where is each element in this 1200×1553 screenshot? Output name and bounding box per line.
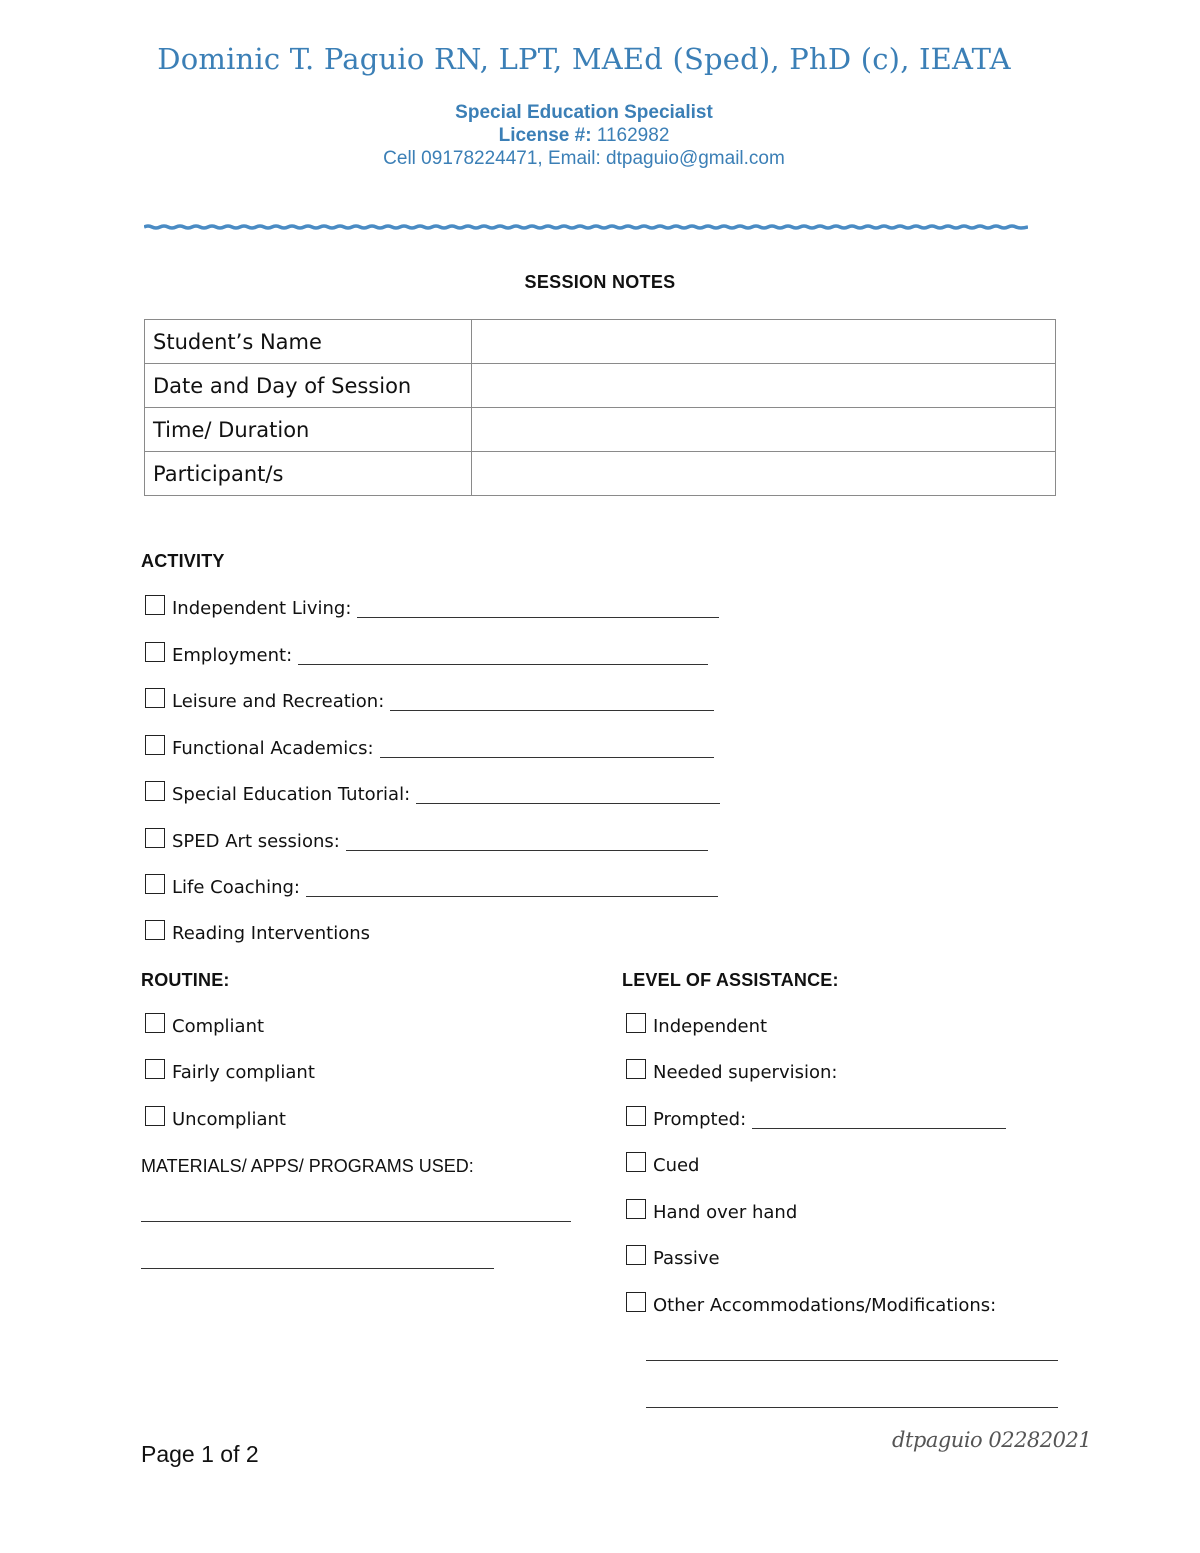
- activity-blank-line[interactable]: [416, 785, 720, 804]
- activity-blank-line[interactable]: [390, 692, 714, 711]
- session-info-table: [144, 319, 1056, 496]
- letterhead-contact: Cell 09178224471, Email: dtpaguio@gmail.com: [383, 148, 785, 169]
- activity-checkbox[interactable]: [145, 920, 165, 940]
- activity-option: [145, 641, 708, 669]
- assistance-checkbox[interactable]: [626, 1013, 646, 1033]
- activity-checkbox[interactable]: [145, 735, 165, 755]
- info-row: [145, 320, 1056, 364]
- assistance-option-label: Other Accommodations/Modifications:: [653, 1294, 997, 1316]
- activity-option: [145, 780, 720, 808]
- other-accommodations-blank-1[interactable]: [646, 1360, 1058, 1361]
- assistance-checkbox[interactable]: [626, 1106, 646, 1126]
- assistance-heading: LEVEL OF ASSISTANCE:: [622, 970, 839, 990]
- assistance-option-label: Needed supervision:: [653, 1061, 838, 1083]
- activity-option: [145, 687, 714, 715]
- routine-checkbox[interactable]: [145, 1106, 165, 1126]
- signature: dtpaguio 02282021: [892, 1428, 1092, 1452]
- assistance-blank-line[interactable]: [752, 1110, 1006, 1129]
- assistance-option: [626, 1105, 1006, 1133]
- assistance-option-label: Prompted:: [653, 1108, 747, 1130]
- activity-checkbox[interactable]: [145, 688, 165, 708]
- routine-checkbox[interactable]: [145, 1013, 165, 1033]
- activity-option: [145, 734, 714, 762]
- materials-blank-2[interactable]: [141, 1268, 494, 1269]
- activity-checkbox[interactable]: [145, 781, 165, 801]
- activity-option-label: Independent Living:: [172, 597, 352, 619]
- routine-option: [145, 1012, 264, 1040]
- license-number: 1162982: [596, 125, 670, 146]
- activity-blank-line[interactable]: [380, 739, 714, 758]
- assistance-option: [626, 1198, 797, 1226]
- routine-option: [145, 1058, 315, 1086]
- assistance-checkbox[interactable]: [626, 1292, 646, 1312]
- activity-option: [145, 594, 719, 622]
- activity-blank-line[interactable]: [357, 599, 719, 618]
- activity-heading: ACTIVITY: [141, 551, 225, 571]
- activity-blank-line[interactable]: [306, 878, 718, 897]
- header-divider: [144, 222, 1028, 232]
- activity-blank-line[interactable]: [298, 646, 708, 665]
- activity-option-label: Life Coaching:: [172, 876, 300, 898]
- license-label: License #:: [498, 125, 592, 146]
- info-row: [145, 452, 1056, 496]
- assistance-option-label: Cued: [653, 1154, 700, 1176]
- info-row-label: Date and Day of Session: [145, 364, 472, 408]
- page-number: Page 1 of 2: [141, 1441, 259, 1467]
- activity-option-label: Functional Academics:: [172, 737, 374, 759]
- info-row: [145, 408, 1056, 452]
- info-row-value-field[interactable]: [471, 320, 1055, 364]
- activity-option: [145, 827, 708, 855]
- info-row-value-field[interactable]: [471, 452, 1055, 496]
- activity-option-label: Special Education Tutorial:: [172, 783, 411, 805]
- assistance-option: [626, 1244, 720, 1272]
- info-row-label: Time/ Duration: [145, 408, 472, 452]
- activity-option-label: Reading Interventions: [172, 922, 371, 944]
- letterhead-name: Dominic T. Paguio RN, LPT, MAEd (Sped), PhD (c), IEATA: [157, 42, 1011, 76]
- info-row-value-field[interactable]: [471, 408, 1055, 452]
- assistance-option-label: Independent: [653, 1015, 768, 1037]
- routine-option-label: Uncompliant: [172, 1108, 286, 1130]
- routine-option-label: Compliant: [172, 1015, 265, 1037]
- activity-option-label: Employment:: [172, 644, 293, 666]
- materials-label: MATERIALS/ APPS/ PROGRAMS USED:: [141, 1156, 474, 1176]
- materials-blank-1[interactable]: [141, 1221, 571, 1222]
- assistance-option-label: Passive: [653, 1247, 720, 1269]
- assistance-option: [626, 1151, 699, 1179]
- assistance-option-label: Hand over hand: [653, 1201, 798, 1223]
- assistance-checkbox[interactable]: [626, 1152, 646, 1172]
- routine-option: [145, 1105, 286, 1133]
- activity-option: [145, 873, 718, 901]
- info-row-value-field[interactable]: [471, 364, 1055, 408]
- info-row: [145, 364, 1056, 408]
- activity-blank-line[interactable]: [346, 832, 708, 851]
- activity-checkbox[interactable]: [145, 874, 165, 894]
- info-row-label: Student’s Name: [145, 320, 472, 364]
- document-title: SESSION NOTES: [524, 272, 676, 292]
- letterhead-license: [0, 125, 1168, 147]
- activity-option: [145, 919, 370, 947]
- assistance-option: [626, 1291, 996, 1319]
- assistance-checkbox[interactable]: [626, 1245, 646, 1265]
- activity-checkbox[interactable]: [145, 642, 165, 662]
- routine-heading: ROUTINE:: [141, 970, 230, 990]
- activity-checkbox[interactable]: [145, 828, 165, 848]
- other-accommodations-blank-2[interactable]: [646, 1407, 1058, 1408]
- routine-option-label: Fairly compliant: [172, 1061, 315, 1083]
- activity-option-label: SPED Art sessions:: [172, 830, 340, 852]
- assistance-option: [626, 1058, 837, 1086]
- routine-checkbox[interactable]: [145, 1059, 165, 1079]
- activity-checkbox[interactable]: [145, 595, 165, 615]
- assistance-option: [626, 1012, 767, 1040]
- assistance-checkbox[interactable]: [626, 1059, 646, 1079]
- letterhead-role: Special Education Specialist: [455, 102, 713, 123]
- activity-option-label: Leisure and Recreation:: [172, 690, 385, 712]
- assistance-checkbox[interactable]: [626, 1199, 646, 1219]
- info-row-label: Participant/s: [145, 452, 472, 496]
